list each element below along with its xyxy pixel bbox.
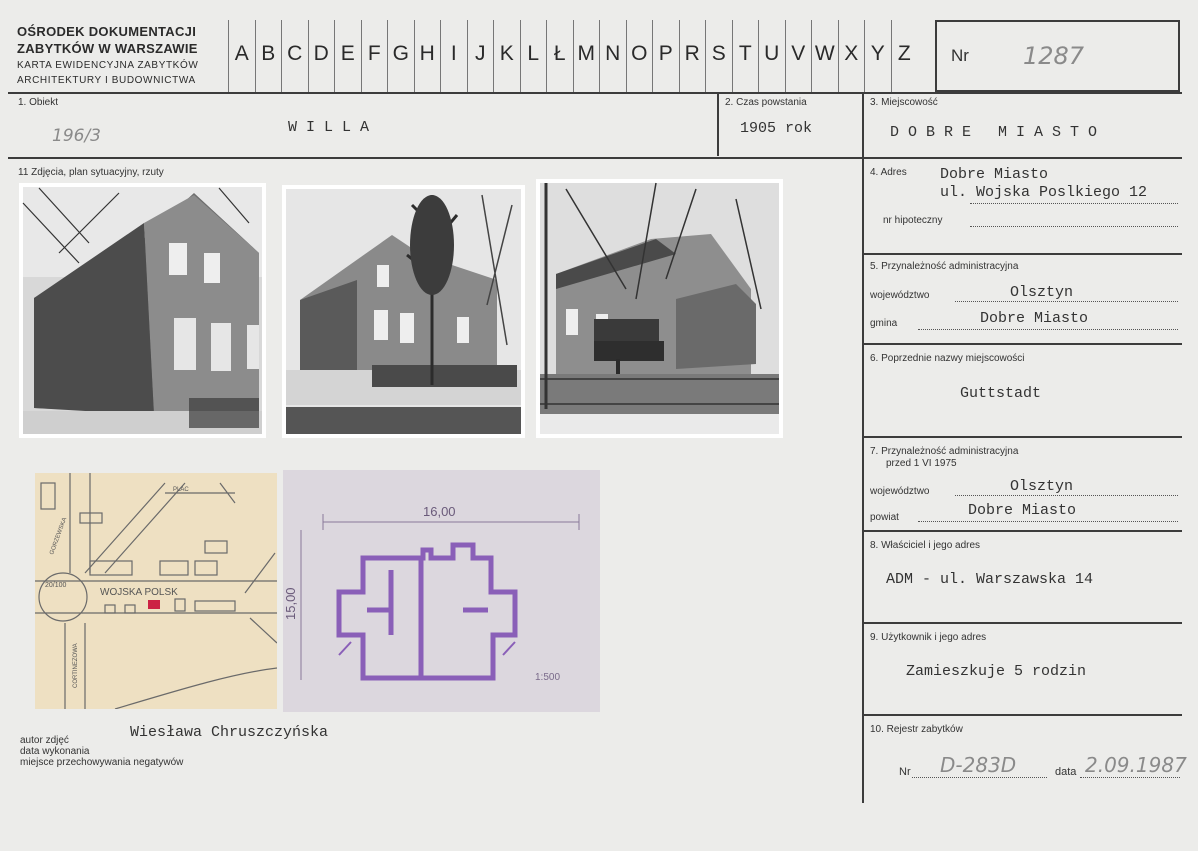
index-letter: C (281, 20, 308, 92)
poprzednie-label: 6. Poprzednie nazwy miejscowości (870, 353, 1025, 364)
dotline (1080, 777, 1180, 778)
uzytkownik-label: 9. Użytkownik i jego adres (870, 632, 987, 643)
admin-old-label: 7. Przynależność administracyjna (870, 446, 1019, 457)
index-letter: H (414, 20, 441, 92)
index-letter: W (811, 20, 838, 92)
map-street-main: WOJSKA POLSK (100, 587, 178, 598)
floor-plan (283, 470, 600, 712)
org-name-line1: OŚRODEK DOKUMENTACJI (17, 24, 197, 39)
index-letter: X (838, 20, 865, 92)
photo-villa-front (19, 183, 266, 438)
index-letter: K (493, 20, 520, 92)
divider (863, 622, 1182, 624)
index-letter: S (705, 20, 732, 92)
dotline (918, 329, 1178, 330)
wojewodztwo-value: Olsztyn (1010, 284, 1074, 301)
dotline (912, 777, 1047, 778)
header-divider (8, 92, 1182, 94)
divider (863, 714, 1182, 716)
index-letter: M (573, 20, 600, 92)
miejscowosc-label: 3. Miejscowość (870, 97, 938, 108)
index-letter: Z (891, 20, 918, 92)
card-type-line1: KARTA EWIDENCYJNA ZABYTKÓW (17, 60, 199, 71)
wojewodztwo-old-label: województwo (870, 486, 930, 497)
index-letter: Y (864, 20, 891, 92)
rejestr-nr-label: Nr (899, 766, 911, 778)
right-column-divider (862, 93, 864, 803)
index-letter: U (758, 20, 785, 92)
obiekt-value: W I L L A (288, 119, 370, 136)
uzytkownik-value: Zamieszkuje 5 rodzin (906, 663, 1087, 680)
rejestr-data-value: 2.09.1987 (1085, 753, 1187, 777)
zdjecia-label: 11 Zdjęcia, plan sytuacyjny, rzuty (18, 167, 164, 178)
index-letter: O (626, 20, 653, 92)
row-divider (8, 157, 1182, 159)
index-letter: R (679, 20, 706, 92)
index-letter: L (520, 20, 547, 92)
index-letter: P (652, 20, 679, 92)
czas-value: 1905 rok (740, 120, 813, 137)
rejestr-nr-value: D-283D (940, 753, 1017, 777)
index-letter: E (334, 20, 361, 92)
wlasciciel-label: 8. Właściciel i jego adres (870, 540, 981, 551)
index-letter: I (440, 20, 467, 92)
situation-plan (35, 473, 277, 709)
plan-depth-dim: 15,00 (283, 587, 298, 620)
photo-villa-signpost (536, 179, 783, 438)
czas-label: 2. Czas powstania (725, 97, 807, 108)
adres-dotline (970, 203, 1178, 204)
map-roundabout: 20/100 (45, 582, 67, 589)
number-box (935, 20, 1180, 92)
divider (863, 343, 1182, 345)
miejscowosc-value: D O B R E M I A S T O (890, 124, 1098, 141)
adres-label: 4. Adres (870, 167, 907, 178)
hipoteczny-label: nr hipoteczny (883, 215, 943, 226)
data-label: data wykonania (20, 746, 90, 757)
nr-value: 1287 (1023, 42, 1085, 70)
index-letter: J (467, 20, 494, 92)
obiekt-note: 196/3 (52, 126, 101, 146)
card-type-line2: ARCHITEKTURY I BUDOWNICTWA (17, 75, 196, 86)
map-street-side2: CORTINEZOWA (73, 643, 79, 688)
powiat-label: powiat (870, 512, 899, 523)
dotline (955, 495, 1178, 496)
index-letter: Ł (546, 20, 573, 92)
rejestr-label: 10. Rejestr zabytków (870, 724, 963, 735)
admin-label: 5. Przynależność administracyjna (870, 261, 1019, 272)
autor-label: autor zdjęć (20, 735, 69, 746)
dotline (918, 521, 1178, 522)
index-letter: V (785, 20, 812, 92)
hipoteczny-dotline (970, 226, 1178, 227)
wojewodztwo-label: województwo (870, 290, 930, 301)
org-name-line2: ZABYTKÓW W WARSZAWIE (17, 41, 198, 56)
index-letter: G (387, 20, 414, 92)
wlasciciel-value: ADM - ul. Warszawska 14 (886, 571, 1094, 588)
poprzednie-value: Guttstadt (960, 385, 1042, 402)
divider (717, 93, 719, 156)
map-street-plac: PLAC (173, 487, 189, 493)
autor-value: Wiesława Chruszczyńska (130, 724, 329, 741)
divider (863, 253, 1182, 255)
obiekt-label: 1. Obiekt (18, 97, 59, 108)
miejsce-label: miejsce przechowywania negatywów (20, 757, 184, 768)
index-letter: N (599, 20, 626, 92)
index-letter: B (255, 20, 282, 92)
wojewodztwo-old-value: Olsztyn (1010, 478, 1074, 495)
alphabet-index (228, 20, 917, 92)
powiat-value: Dobre Miasto (968, 502, 1077, 519)
divider (863, 530, 1182, 532)
adres-line1: Dobre Miasto (940, 166, 1049, 183)
index-letter: T (732, 20, 759, 92)
gmina-value: Dobre Miasto (980, 310, 1089, 327)
map-street-side1: GORZEWSKA (49, 516, 69, 556)
index-letter: D (308, 20, 335, 92)
nr-label: Nr (951, 46, 969, 65)
gmina-label: gmina (870, 318, 898, 329)
admin-old-label2: przed 1 VI 1975 (886, 458, 957, 469)
plan-width-dim: 16,00 (423, 504, 456, 519)
index-letter: F (361, 20, 388, 92)
divider (863, 436, 1182, 438)
plan-scale: 1:500 (535, 672, 561, 683)
index-letter: A (228, 20, 255, 92)
adres-line2: ul. Wojska Poslkiego 12 (940, 184, 1148, 201)
dotline (955, 301, 1178, 302)
photo-villa-street (282, 185, 525, 438)
rejestr-data-label: data (1055, 766, 1077, 778)
